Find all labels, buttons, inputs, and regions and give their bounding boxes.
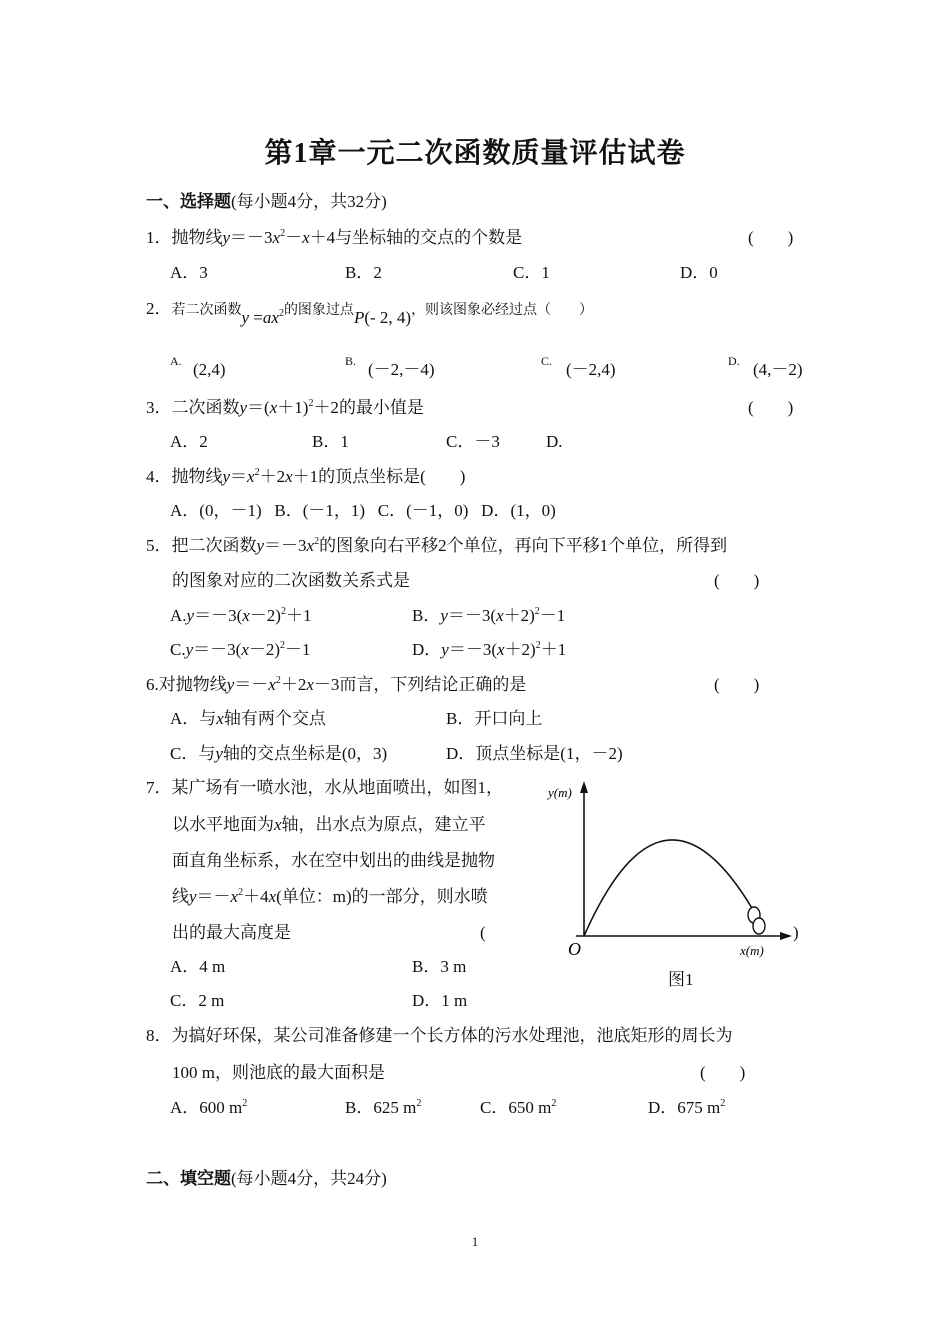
- option-label: C.: [170, 640, 186, 659]
- option-d: D．1 m: [412, 991, 468, 1010]
- option-a: $A.y=-3(x-2)^2+1$: [170, 606, 312, 625]
- stem-text: 与坐标轴的交点的个数是: [335, 228, 523, 247]
- options-line: A．(0，－1) B．(－1，1) C．(－1，0) D．(1，0): [170, 501, 556, 520]
- question-7-line5: 出的最大高度是: [172, 923, 291, 942]
- answer-paren: ( ): [748, 398, 794, 417]
- y-axis-label: y(m): [548, 785, 572, 800]
- option-b-label: B.: [345, 354, 357, 368]
- option-b: B．3 m: [412, 957, 467, 976]
- superscript: 2: [720, 1098, 726, 1109]
- section-label: 二、填空题: [146, 1169, 231, 1188]
- option-a: A．与x轴有两个交点: [170, 709, 326, 728]
- stem-text: 以水平地面为: [172, 815, 274, 834]
- question-7-stem: [146, 777, 503, 799]
- stem-text: 的图象向右平移2个单位，再向下平移1个单位，所得到: [319, 536, 728, 555]
- option-b: B．2: [345, 263, 382, 282]
- question-7-line2: 以水平地面为x轴，出水点为原点，建立平: [172, 815, 486, 834]
- option-d: D.: [546, 432, 563, 451]
- section-note: (每小题4分，共32分): [231, 192, 387, 211]
- question-6-stem: 6.对抛物线$y=-x^2+2x-3$而言，下列结论正确的是: [146, 675, 527, 694]
- stem-text: 为搞好环保，某公司准备修建一个长方体的污水处理池，池底矩形的周长为: [171, 1026, 733, 1045]
- option-b: [345, 1097, 421, 1119]
- stem-text: (单位：m)的一部分，则水喷: [276, 887, 488, 906]
- option-a: A．2: [170, 432, 208, 451]
- option-d: [648, 1097, 725, 1119]
- y-axis-arrow: [580, 781, 588, 793]
- answer-paren-left: (: [480, 923, 486, 942]
- stem-text: 轴，出水点为原点，建立平: [281, 815, 486, 834]
- stem-text: 的顶点坐标是( ): [318, 467, 466, 486]
- x-axis-arrow: [780, 932, 792, 940]
- option-c: (－2,4): [566, 360, 616, 379]
- option-text: A．与: [170, 709, 217, 728]
- option-c: C．与y轴的交点坐标是(0，3): [170, 744, 388, 763]
- option-text: 轴的交点坐标是(0，3): [222, 744, 388, 763]
- option-a: A．4 m: [170, 957, 226, 976]
- stem-text: 把二次函数: [171, 536, 257, 555]
- stem-text: 某广场有一喷水池，水从地面喷出，如图1，: [171, 778, 503, 797]
- option-d: D．顶点坐标是(1，－2): [446, 744, 623, 763]
- question-8-line2: 100 m，则池底的最大面积是: [172, 1063, 385, 1082]
- question-1-stem: 1．抛物线$y=-3x^2-x+4$与坐标轴的交点的个数是: [146, 228, 523, 247]
- option-c: C．2 m: [170, 991, 225, 1010]
- answer-paren: ( ): [714, 571, 760, 590]
- question-7-line4: 线$y=-x^2+4x$(单位：m)的一部分，则水喷: [172, 887, 488, 906]
- stem-text: ，则该图象必经过点（ ）: [411, 303, 594, 318]
- question-8-stem: [146, 1025, 733, 1047]
- stem-text: 线: [172, 887, 189, 906]
- question-3-stem: 3．二次函数$y=(x+1)^2+2$的最小值是: [146, 398, 424, 417]
- option-a: [170, 1097, 247, 1119]
- stem-text: 的最小值是: [338, 398, 424, 417]
- option-b: B．$y=-3(x+2)^2-1$: [412, 606, 566, 625]
- stem-text: 若二次函数: [171, 303, 242, 318]
- option-a: A．3: [170, 263, 208, 282]
- question-7-line3: 面直角坐标系，水在空中划出的曲线是抛物: [172, 851, 495, 870]
- option-text: A．600 m: [170, 1098, 243, 1117]
- page-title: 第1章一元二次函数质量评估试卷: [264, 138, 686, 169]
- question-number: 5．: [146, 536, 172, 555]
- figure-caption: 图1: [668, 970, 694, 989]
- section-label: 一、选择题: [146, 192, 231, 211]
- option-d: (4,－2): [753, 360, 803, 379]
- option-b: B．开口向上: [446, 709, 543, 728]
- option-text: D．675 m: [648, 1098, 721, 1117]
- stem-text: 而言，下列结论正确的是: [339, 675, 527, 694]
- parabola-curve: [584, 840, 756, 936]
- option-label: D．: [412, 640, 442, 659]
- stem-text: 对抛物线: [158, 675, 227, 694]
- option-text: B．625 m: [345, 1098, 417, 1117]
- figure-1-parabola: [540, 775, 800, 965]
- option-d-label: D.: [728, 354, 740, 368]
- option-c: C．－3: [446, 432, 500, 451]
- option-text: C．650 m: [480, 1098, 552, 1117]
- option-a: (2,4): [193, 360, 226, 379]
- question-4-stem: 4．抛物线$y=x^2+2x+1$的顶点坐标是( ): [146, 467, 466, 486]
- question-number: 2．: [146, 299, 172, 318]
- option-a-label: A.: [170, 354, 182, 368]
- option-label: A.: [170, 606, 187, 625]
- stem-text: 抛物线: [171, 228, 223, 247]
- option-c-label: C.: [541, 354, 553, 368]
- option-c: $C.y=-3(x-2)^2-1$: [170, 640, 311, 659]
- option-c: C．1: [513, 263, 550, 282]
- question-number: 7．: [146, 778, 172, 797]
- option-c: [480, 1097, 556, 1119]
- section-note: (每小题4分，共24分): [231, 1169, 387, 1188]
- question-2-stem: 2．若二次函数$y =ax^2$的图象过点P(- 2, 4)，则该图象必经过点（ ）: [146, 299, 594, 327]
- option-text: 轴有两个交点: [223, 709, 326, 728]
- question-number: 6.: [146, 675, 159, 694]
- stem-text: 二次函数: [171, 398, 240, 417]
- answer-paren-right: ): [793, 923, 799, 942]
- x-axis-label: x(m): [740, 943, 764, 958]
- superscript: 2: [242, 1098, 248, 1109]
- superscript: 2: [551, 1098, 557, 1109]
- stem-text: 抛物线: [171, 467, 223, 486]
- question-number: 8．: [146, 1026, 172, 1045]
- water-drop: [753, 918, 765, 934]
- option-d: D．$y=-3(x+2)^2+1$: [412, 640, 567, 659]
- option-b: B．1: [312, 432, 349, 451]
- option-b: (－2,－4): [368, 360, 435, 379]
- question-number: 3．: [146, 398, 172, 417]
- option-d: D．0: [680, 263, 718, 282]
- page-number: 1: [471, 1234, 479, 1249]
- question-5-stem-cont: 的图象对应的二次函数关系式是: [172, 571, 410, 590]
- section-heading-fill: [146, 1168, 387, 1190]
- option-text: C．与: [170, 744, 216, 763]
- stem-text: 的图象过点: [283, 303, 354, 318]
- superscript: 2: [416, 1098, 422, 1109]
- answer-paren: ( ): [714, 675, 760, 694]
- question-number: 1．: [146, 228, 172, 247]
- origin-label: O: [568, 939, 581, 959]
- answer-paren: ( ): [700, 1063, 746, 1082]
- answer-paren: ( ): [748, 228, 794, 247]
- question-number: 4．: [146, 467, 172, 486]
- question-5-stem: 5．把二次函数$y=-3x^2$的图象向右平移2个单位，再向下平移1个单位，所得到: [146, 536, 728, 555]
- option-label: B．: [412, 606, 441, 625]
- section-heading-choice: [146, 191, 387, 213]
